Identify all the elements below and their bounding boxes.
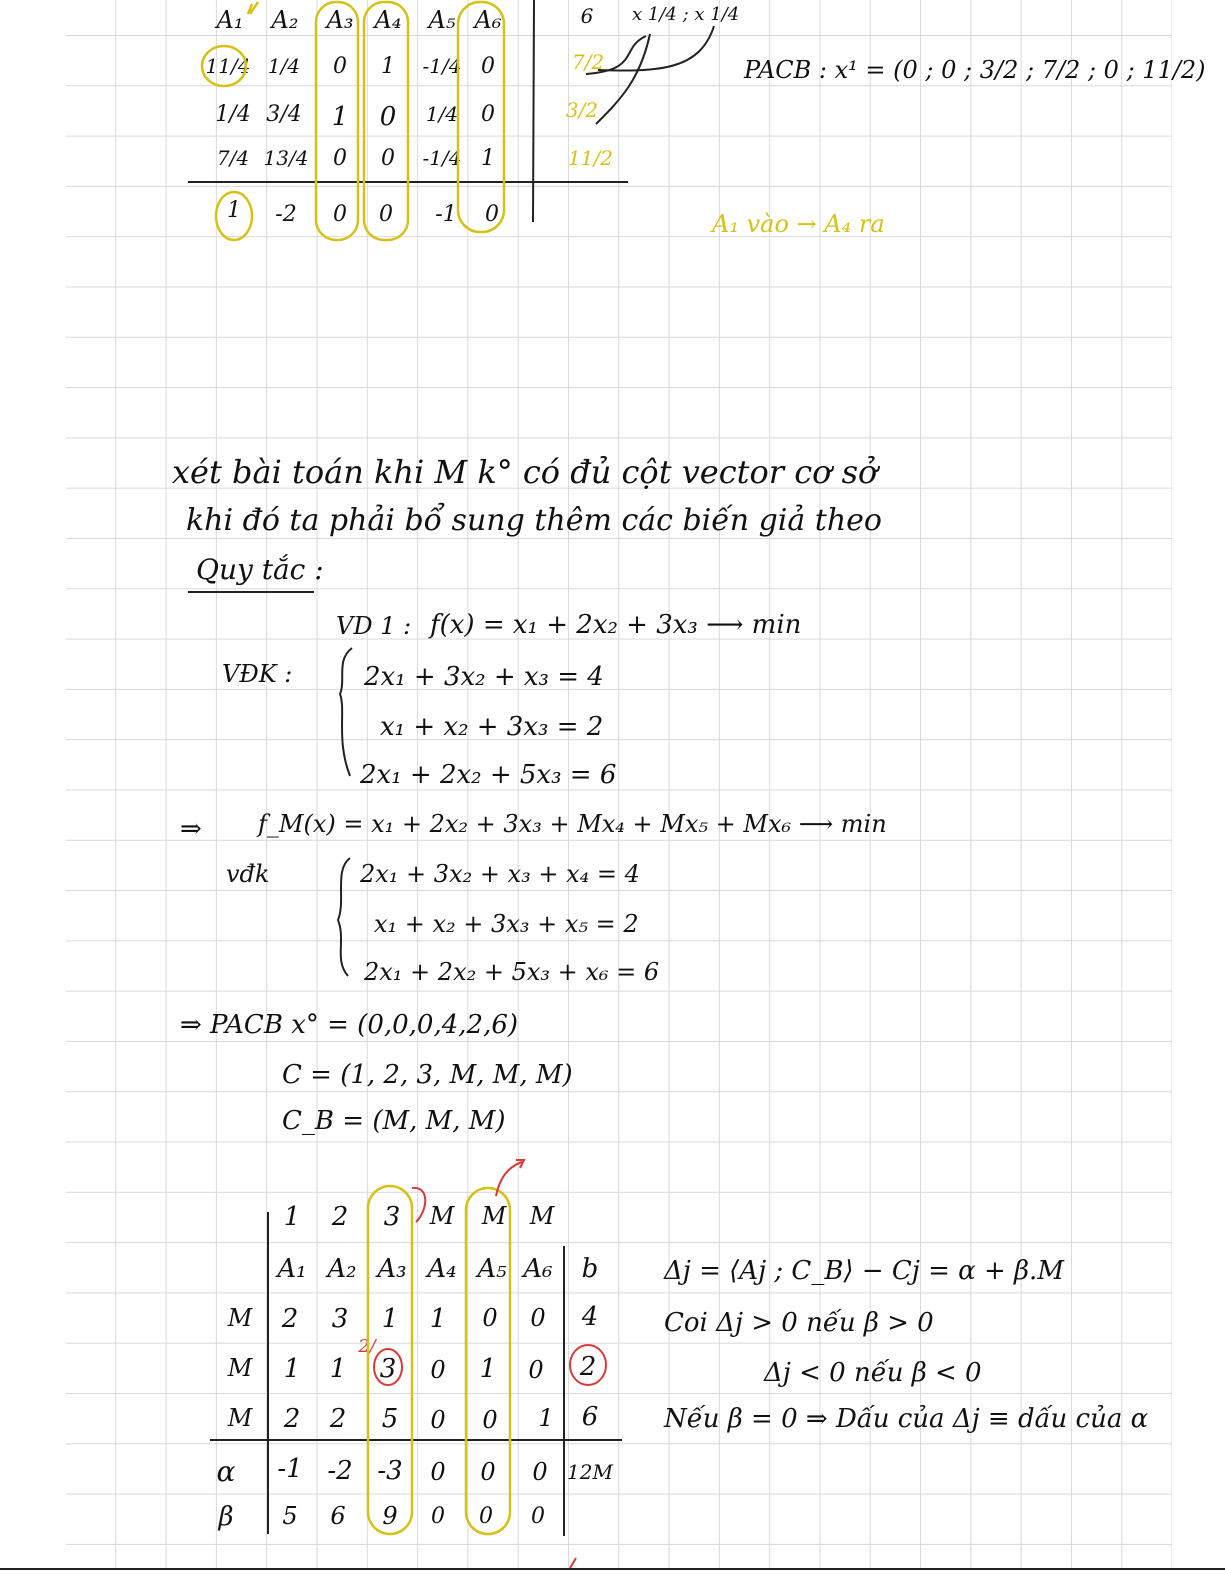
top-header-a3: A₃	[326, 6, 354, 34]
ratio-note: x 1/4 ; x 1/4	[632, 4, 740, 25]
top-r2-c4: 0	[379, 102, 397, 132]
text-line-1: xét bài toán khi M k° có đủ cột vector cơ sở	[172, 453, 878, 491]
bt-r1-c6: 0	[530, 1304, 546, 1332]
beta-c6: 0	[531, 1504, 545, 1529]
bottom-header-a5: A₅	[477, 1254, 507, 1284]
beta-c4: 0	[431, 1504, 445, 1529]
pacb-top: PACB : x¹ = (0 ; 0 ; 3/2 ; 7/2 ; 0 ; 11/2)	[744, 56, 1206, 84]
example-label: VD 1 :	[336, 612, 412, 640]
top-b-4: 11/2	[568, 146, 613, 170]
bt-r1-c3: 1	[381, 1304, 399, 1334]
note-rule-2: Δj < 0 nếu β < 0	[764, 1358, 982, 1388]
alpha-c2: -2	[327, 1456, 353, 1486]
top-r3-c3: 0	[333, 146, 347, 171]
bottom-header-a4: A₄	[427, 1254, 457, 1284]
alpha-c4: 0	[430, 1458, 446, 1486]
top-r3-c1: 7/4	[216, 146, 250, 170]
bt-r3-c1: 2	[283, 1404, 301, 1434]
bottom-header-a3: A₃	[377, 1254, 407, 1284]
top-delta-c6: 0	[485, 202, 499, 227]
top-delta-c3: 0	[333, 202, 347, 227]
bt-r1-c2: 3	[331, 1304, 349, 1334]
top-b-3: 3/2	[565, 98, 599, 122]
bt-r3-c4: 0	[430, 1406, 446, 1434]
alpha-c1: -1	[277, 1454, 303, 1484]
top-r1-c3: 0	[333, 54, 347, 79]
top-delta-c1: 1	[227, 198, 241, 223]
beta-c1: 5	[282, 1502, 298, 1530]
alpha-label: α	[216, 1455, 236, 1488]
note-delta-definition: Δj = ⟨Aj ; C_B⟩ − Cj = α + β.M	[664, 1256, 1064, 1286]
top-r2-c2: 3/4	[266, 102, 302, 127]
pacb-line-1: ⇒ PACB x° = (0,0,0,4,2,6)	[180, 1010, 519, 1040]
bt-r2-c1: 1	[283, 1354, 301, 1384]
bt-r3-c5: 0	[482, 1406, 498, 1434]
m-vdk: vđk	[226, 860, 270, 888]
bottom-header-a6: A₆	[523, 1254, 553, 1284]
bt-r3-c2: 2	[329, 1404, 347, 1434]
cost-2: 2	[331, 1202, 349, 1232]
top-r1-c6: 0	[481, 54, 495, 79]
top-r2-c5: 1/4	[425, 102, 459, 126]
example-constraint-2: x₁ + x₂ + 3x₃ = 2	[380, 712, 604, 742]
top-r1-c4: 1	[381, 54, 395, 79]
bt-r1-c1: 2	[281, 1304, 299, 1334]
top-delta-c4: 0	[379, 202, 393, 227]
example-vdk: VĐK :	[222, 660, 293, 688]
cost-5: M	[481, 1202, 507, 1230]
top-r3-c6: 1	[481, 146, 495, 171]
top-r2-c1: 1/4	[215, 102, 251, 127]
bt-r2-b: 2	[579, 1352, 597, 1382]
top-r3-c5: -1/4	[422, 146, 462, 170]
top-delta-c2: -2	[275, 202, 297, 227]
beta-c5: 0	[479, 1504, 493, 1529]
m-arrow: ⇒	[180, 814, 202, 844]
bt-r3-c6: 1	[538, 1404, 554, 1432]
text-line-3: Quy tắc :	[196, 553, 324, 586]
bt-r2-c4: 0	[430, 1356, 446, 1384]
bt-r1-c4: 1	[429, 1304, 447, 1334]
top-r2-c6: 0	[481, 102, 495, 127]
page-bottom-edge	[0, 1568, 1225, 1587]
ratio-mark: 2/	[358, 1336, 376, 1357]
top-r1-c2: 1/4	[267, 54, 301, 78]
note-rule-3: Nếu β = 0 ⇒ Dấu của Δj ≡ dấu của α	[664, 1404, 1149, 1434]
alpha-c5: 0	[480, 1458, 496, 1486]
alpha-c6: 0	[532, 1458, 548, 1486]
top-header-a4: A₄	[374, 6, 402, 34]
basis-1: M	[227, 1304, 253, 1332]
bt-r3-b: 6	[581, 1402, 599, 1432]
bottom-header-b: b	[581, 1254, 599, 1284]
bt-r2-c3: 3	[379, 1354, 397, 1384]
top-r1-c5: -1/4	[422, 54, 462, 78]
top-b-1: 6	[580, 4, 594, 28]
grid-paper	[66, 0, 1172, 1568]
top-header-a5: A₅	[428, 6, 456, 34]
bt-r2-c6: 0	[528, 1356, 544, 1384]
top-b-2: 7/2	[571, 50, 605, 74]
cost-3: 3	[383, 1202, 401, 1232]
beta-label: β	[218, 1502, 234, 1532]
cost-6: M	[529, 1202, 555, 1230]
bt-r1-c5: 0	[482, 1304, 498, 1332]
top-delta-c5: -1	[435, 202, 457, 227]
bottom-header-a1: A₁	[277, 1254, 307, 1284]
bt-r2-c5: 1	[479, 1354, 497, 1384]
bt-r1-b: 4	[581, 1302, 599, 1332]
cost-1: 1	[283, 1202, 301, 1232]
alpha-c3: -3	[377, 1456, 403, 1486]
m-constraint-2: x₁ + x₂ + 3x₃ + x₅ = 2	[374, 910, 639, 938]
example-objective: f(x) = x₁ + 2x₂ + 3x₃ ⟶ min	[430, 610, 802, 640]
top-r1-c1: 11/4	[205, 54, 251, 78]
m-constraint-3: 2x₁ + 2x₂ + 5x₃ + x₆ = 6	[364, 958, 660, 986]
basis-2: M	[227, 1354, 253, 1382]
beta-c2: 6	[330, 1502, 346, 1530]
top-header-a6: A₆	[474, 6, 502, 34]
top-r3-c2: 13/4	[263, 146, 309, 170]
cost-4: M	[429, 1202, 455, 1230]
alpha-b: 12M	[567, 1460, 613, 1484]
top-r2-c3: 1	[331, 102, 349, 132]
m-objective: f_M(x) = x₁ + 2x₂ + 3x₃ + Mx₄ + Mx₅ + Mx₆ ⟶ min	[258, 810, 887, 838]
basis-3: M	[227, 1404, 253, 1432]
entering-note: A₁ vào → A₄ ra	[712, 210, 885, 238]
top-header-a2: A₂	[271, 6, 299, 34]
top-header-a1: A₁	[216, 6, 244, 34]
text-line-2: khi đó ta phải bổ sung thêm các biến giả theo	[186, 503, 882, 538]
note-rule-1: Coi Δj > 0 nếu β > 0	[664, 1308, 934, 1338]
m-constraint-1: 2x₁ + 3x₂ + x₃ + x₄ = 4	[360, 860, 640, 888]
bt-r2-c2: 1	[329, 1354, 347, 1384]
pacb-line-2: C = (1, 2, 3, M, M, M)	[282, 1060, 573, 1090]
example-constraint-1: 2x₁ + 3x₂ + x₃ = 4	[364, 662, 604, 692]
top-r3-c4: 0	[381, 146, 395, 171]
beta-c3: 9	[382, 1502, 398, 1530]
bt-r3-c3: 5	[381, 1404, 399, 1434]
pacb-line-3: C_B = (M, M, M)	[282, 1106, 506, 1136]
bottom-header-a2: A₂	[327, 1254, 357, 1284]
example-constraint-3: 2x₁ + 2x₂ + 5x₃ = 6	[360, 760, 617, 790]
